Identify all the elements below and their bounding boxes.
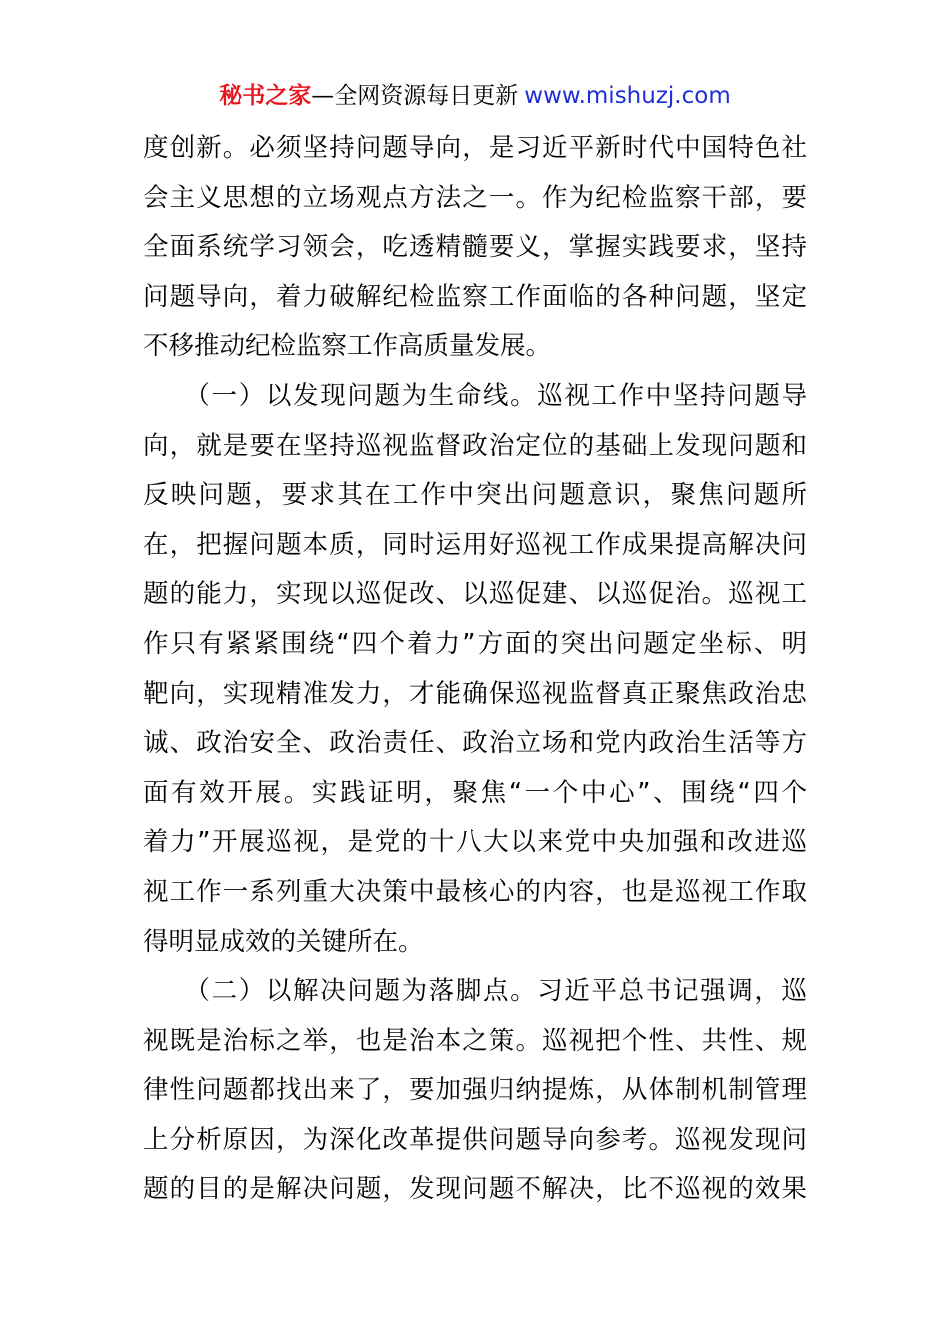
text-line: 全面系统学习领会，吃透精髓要义，掌握实践要求，坚持	[143, 232, 807, 263]
text-line: 度创新。必须坚持问题导向，是习近平新时代中国特色社	[143, 133, 807, 163]
site-url[interactable]: www.mishuzj.com	[524, 83, 731, 109]
site-brand: 秘书之家	[219, 83, 312, 109]
text-line: 得明显成效的关键所在。	[143, 926, 424, 957]
text-line: 题的能力，实现以巡促改、以巡促建、以巡促治。巡视工	[143, 579, 807, 610]
text-line: 面有效开展。实践证明，聚焦“一个中心”、围绕“四个	[143, 777, 807, 808]
text-line: 诚、政治安全、政治责任、政治立场和党内政治生活等方	[143, 728, 807, 759]
text-line: 视既是治标之举，也是治本之策。巡视把个性、共性、规	[143, 1025, 807, 1056]
document-body	[143, 124, 807, 1215]
text-line: （二）以解决问题为落脚点。习近平总书记强调，巡	[143, 976, 807, 1007]
text-line: 靶向，实现精准发力，才能确保巡视监督真正聚焦政治忠	[143, 678, 807, 709]
text-line: 上分析原因，为深化改革提供问题导向参考。巡视发现问	[143, 1124, 807, 1155]
text-line: 作只有紧紧围绕“四个着力”方面的突出问题定坐标、明	[143, 628, 807, 659]
text-line: 问题导向，着力破解纪检监察工作面临的各种问题，坚定	[143, 281, 807, 312]
site-header	[0, 80, 950, 112]
site-tagline: —全网资源每日更新	[311, 83, 519, 109]
text-line: 不移推动纪检监察工作高质量发展。	[143, 331, 552, 362]
text-line: 视工作一系列重大决策中最核心的内容，也是巡视工作取	[143, 876, 807, 907]
text-line: 着力”开展巡视，是党的十八大以来党中央加强和改进巡	[143, 827, 807, 858]
text-line: （一）以发现问题为生命线。巡视工作中坚持问题导	[143, 380, 807, 411]
text-line: 会主义思想的立场观点方法之一。作为纪检监察干部，要	[143, 182, 807, 213]
text-line: 律性问题都找出来了，要加强归纳提炼，从体制机制管理	[143, 1075, 807, 1106]
text-line: 题的目的是解决问题，发现问题不解决，比不巡视的效果	[143, 1174, 807, 1205]
text-line: 向，就是要在坚持巡视监督政治定位的基础上发现问题和	[143, 430, 807, 461]
text-line: 在，把握问题本质，同时运用好巡视工作成果提高解决问	[143, 529, 807, 560]
text-line: 反映问题，要求其在工作中突出问题意识，聚焦问题所	[143, 480, 807, 511]
